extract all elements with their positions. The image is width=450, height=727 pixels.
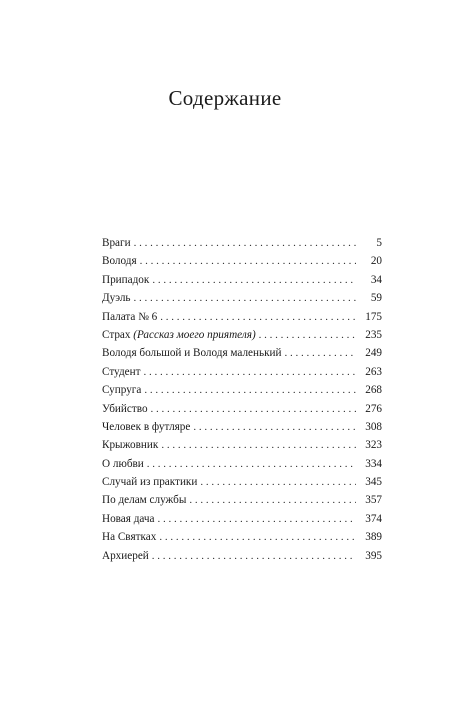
toc-entry-page-number: 389 bbox=[365, 531, 382, 544]
toc-entry-page-number: 5 bbox=[376, 237, 382, 249]
dot-leader bbox=[160, 308, 356, 326]
toc-entry-title: Архиерей bbox=[102, 549, 149, 562]
dot-leader bbox=[159, 528, 356, 546]
dot-leader bbox=[151, 400, 356, 418]
toc-entry-page-number: 249 bbox=[365, 347, 382, 360]
dot-leader bbox=[152, 547, 356, 565]
dot-leader bbox=[193, 418, 356, 436]
table-of-contents bbox=[102, 234, 382, 565]
toc-entry-title: Человек в футляре bbox=[102, 420, 191, 433]
toc-entry-title: Дуэль bbox=[102, 292, 131, 305]
dot-leader bbox=[143, 363, 356, 381]
toc-entry[interactable] bbox=[102, 418, 382, 436]
dot-leader bbox=[158, 510, 356, 528]
toc-entry[interactable] bbox=[102, 528, 382, 546]
page-title: Содержание bbox=[168, 86, 282, 110]
toc-entry-page-number: 357 bbox=[365, 494, 382, 507]
toc-entry-page-number: 308 bbox=[365, 420, 382, 433]
toc-entry-title: Володя bbox=[102, 255, 137, 268]
toc-entry[interactable] bbox=[102, 473, 382, 491]
toc-entry[interactable] bbox=[102, 491, 382, 509]
toc-entry-title: Володя большой и Володя маленький bbox=[102, 347, 282, 360]
toc-entry-page-number: 175 bbox=[365, 310, 382, 323]
toc-entry-title: Враги bbox=[102, 237, 131, 249]
toc-entry-page-number: 374 bbox=[365, 512, 382, 525]
toc-entry-title: На Святках bbox=[102, 531, 157, 544]
toc-entry-page-number: 395 bbox=[365, 549, 382, 562]
toc-entry[interactable] bbox=[102, 326, 382, 344]
dot-leader bbox=[161, 436, 356, 454]
toc-entry-title: Случай из практики bbox=[102, 476, 198, 489]
toc-entry-page-number: 323 bbox=[365, 439, 382, 452]
dot-leader bbox=[200, 473, 356, 491]
toc-entry[interactable] bbox=[102, 234, 382, 252]
toc-entry-title: О любви bbox=[102, 457, 144, 470]
toc-entry[interactable] bbox=[102, 363, 382, 381]
toc-entry[interactable] bbox=[102, 381, 382, 399]
dot-leader bbox=[189, 491, 356, 509]
toc-entry-page-number: 263 bbox=[365, 365, 382, 378]
dot-leader bbox=[134, 234, 356, 252]
toc-entry-page-number: 334 bbox=[365, 457, 382, 470]
dot-leader bbox=[144, 381, 356, 399]
toc-entry-title: Студент bbox=[102, 365, 141, 378]
toc-entry-page-number: 268 bbox=[365, 384, 382, 397]
toc-entry[interactable] bbox=[102, 436, 382, 454]
dot-leader bbox=[152, 271, 356, 289]
toc-entry[interactable] bbox=[102, 547, 382, 565]
toc-entry[interactable] bbox=[102, 308, 382, 326]
toc-entry[interactable] bbox=[102, 271, 382, 289]
dot-leader bbox=[147, 455, 356, 473]
toc-entry[interactable] bbox=[102, 400, 382, 418]
toc-entry-title: Крыжовник bbox=[102, 439, 159, 452]
dot-leader bbox=[285, 344, 356, 362]
toc-entry-title: Новая дача bbox=[102, 512, 155, 525]
toc-entry-page-number: 235 bbox=[365, 328, 382, 341]
toc-entry[interactable] bbox=[102, 455, 382, 473]
toc-entry-page-number: 59 bbox=[370, 292, 382, 305]
toc-entry[interactable] bbox=[102, 344, 382, 362]
toc-entry-title: Палата № 6 bbox=[102, 310, 158, 323]
toc-entry-title: По делам службы bbox=[102, 494, 187, 507]
dot-leader bbox=[259, 326, 356, 344]
toc-entry[interactable] bbox=[102, 252, 382, 270]
toc-entry[interactable] bbox=[102, 510, 382, 528]
toc-entry-title: Убийство bbox=[102, 402, 148, 415]
dot-leader bbox=[140, 252, 356, 270]
toc-entry-title: Страх (Рассказ моего приятеля) bbox=[102, 328, 256, 341]
toc-entry[interactable] bbox=[102, 289, 382, 307]
dot-leader bbox=[134, 289, 356, 307]
toc-entry-title: Припадок bbox=[102, 273, 150, 286]
toc-entry-page-number: 276 bbox=[365, 402, 382, 415]
toc-entry-page-number: 345 bbox=[365, 476, 382, 489]
toc-entry-title: Супруга bbox=[102, 384, 142, 397]
toc-entry-page-number: 34 bbox=[370, 273, 382, 286]
toc-entry-page-number: 20 bbox=[370, 255, 382, 268]
